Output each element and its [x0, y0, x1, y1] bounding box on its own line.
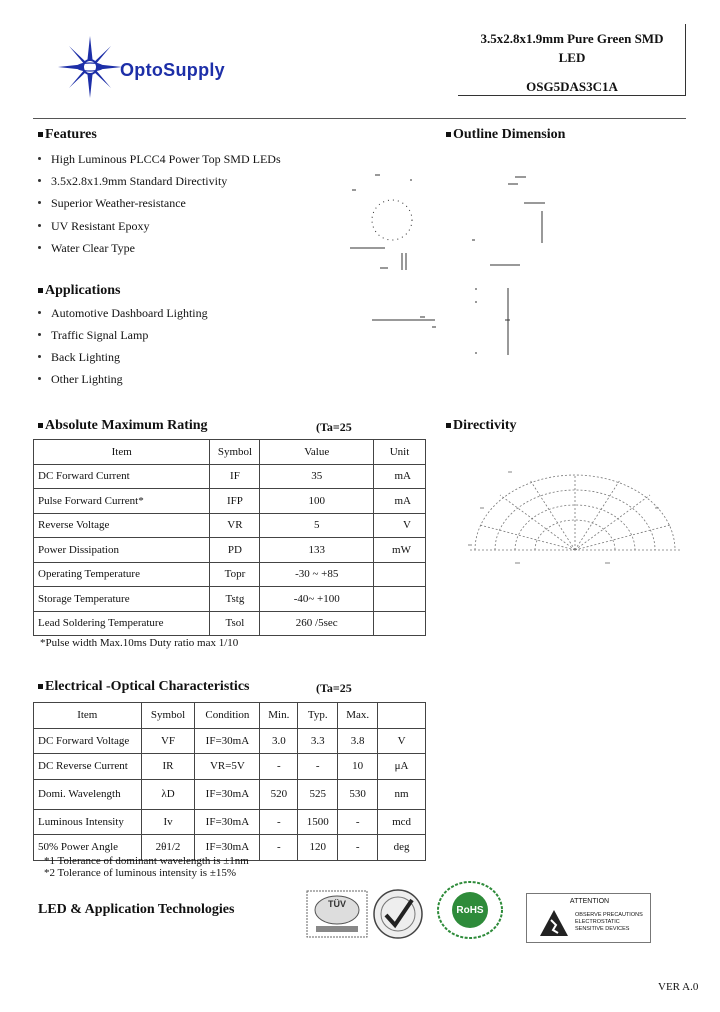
table-row: Storage Temperature Tstg -40~ +100 — [34, 587, 426, 612]
directivity-heading: Directivity — [446, 418, 517, 434]
column-header: Max. — [338, 703, 378, 729]
application-item: Back Lighting — [38, 350, 120, 365]
application-item: Automotive Dashboard Lighting — [38, 306, 208, 321]
table-row: Lead Soldering Temperature Tsol 260 /5sec — [34, 611, 426, 636]
esd-attention-label — [526, 893, 651, 943]
column-header: Typ. — [298, 703, 338, 729]
company-tagline: LED & Application Technologies — [38, 902, 235, 917]
brand-name: OptoSupply — [120, 60, 225, 80]
column-header: Item — [34, 703, 142, 729]
product-title: 3.5x2.8x1.9mm Pure Green SMD — [480, 31, 664, 46]
table-row: Domi. Wavelength λD IF=30mA 520 525 530 nm — [34, 779, 426, 809]
abs-max-table — [33, 439, 426, 636]
rohs-label: RoHS — [456, 905, 484, 916]
column-header: Unit — [374, 440, 426, 465]
column-header: Item — [34, 440, 210, 465]
feature-item: 3.5x2.8x1.9mm Standard Directivity — [38, 174, 227, 189]
part-number: OSG5DAS3C1A — [526, 79, 618, 94]
table-row: Power Dissipation PD 133 mW — [34, 538, 426, 563]
header-divider — [33, 118, 686, 119]
feature-item: Water Clear Type — [38, 241, 135, 256]
column-header: Min. — [260, 703, 298, 729]
directivity-polar-chart — [460, 460, 690, 570]
eo-heading: Electrical -Optical Characteristics — [38, 679, 249, 695]
column-header: Value — [260, 440, 374, 465]
column-header: Symbol — [210, 440, 260, 465]
rohs-compliance-logo — [436, 880, 504, 940]
pulse-note: *Pulse width Max.10ms Duty ratio max 1/10 — [40, 637, 239, 649]
tolerance-note: *1 Tolerance of dominant wavelength is ±1nm — [44, 855, 249, 867]
table-header-row — [34, 440, 426, 465]
column-header: Symbol — [141, 703, 195, 729]
attention-text: OBSERVE PRECAUTIONS ELECTROSTATIC SENSITIVE DEVICES — [575, 912, 643, 932]
table-row: Operating Temperature Topr -30 ~ +85 — [34, 562, 426, 587]
tuv-certification-logo — [306, 890, 368, 938]
product-title-line2: LED — [558, 50, 586, 65]
abs-max-heading: Absolute Maximum Rating — [38, 418, 208, 434]
outline-dimension-drawing — [340, 165, 560, 365]
tolerance-note: *2 Tolerance of luminous intensity is ±15% — [44, 867, 237, 879]
features-heading: Features — [38, 127, 97, 143]
application-item: Traffic Signal Lamp — [38, 328, 148, 343]
tuv-label: TÜV — [328, 899, 346, 909]
table-row: DC Reverse Current IR VR=5V - - 10 μA — [34, 754, 426, 780]
table-row: DC Forward Voltage VF IF=30mA 3.0 3.3 3.8 V — [34, 728, 426, 754]
table-row: Luminous Intensity Iv IF=30mA - 1500 - mcd — [34, 809, 426, 835]
applications-heading: Applications — [38, 283, 120, 299]
table-row: 50% Power Angle 2θ1/2 IF=30mA - 120 - deg — [34, 835, 426, 861]
table-row: Reverse Voltage VR 5 V — [34, 513, 426, 538]
optosupply-logo-star-icon — [54, 34, 126, 100]
version-label: VER A.0 — [658, 981, 699, 993]
column-header: Condition — [195, 703, 260, 729]
table-row: Pulse Forward Current* IFP 100 mA — [34, 489, 426, 514]
eo-table — [33, 702, 426, 861]
column-header — [378, 703, 426, 729]
feature-item: Superior Weather-resistance — [38, 196, 186, 211]
application-item: Other Lighting — [38, 372, 123, 387]
eo-condition: (Ta=25 — [316, 681, 352, 695]
feature-item: High Luminous PLCC4 Power Top SMD LEDs — [38, 152, 281, 167]
table-row: DC Forward Current IF 35 mA — [34, 464, 426, 489]
feature-item: UV Resistant Epoxy — [38, 219, 149, 234]
outline-heading: Outline Dimension — [446, 127, 565, 143]
table-header-row — [34, 703, 426, 729]
abs-max-condition: (Ta=25 — [316, 420, 352, 434]
attention-title: ATTENTION — [569, 898, 610, 905]
certified-company-logo — [372, 888, 424, 940]
esd-warning-icon — [539, 908, 569, 938]
